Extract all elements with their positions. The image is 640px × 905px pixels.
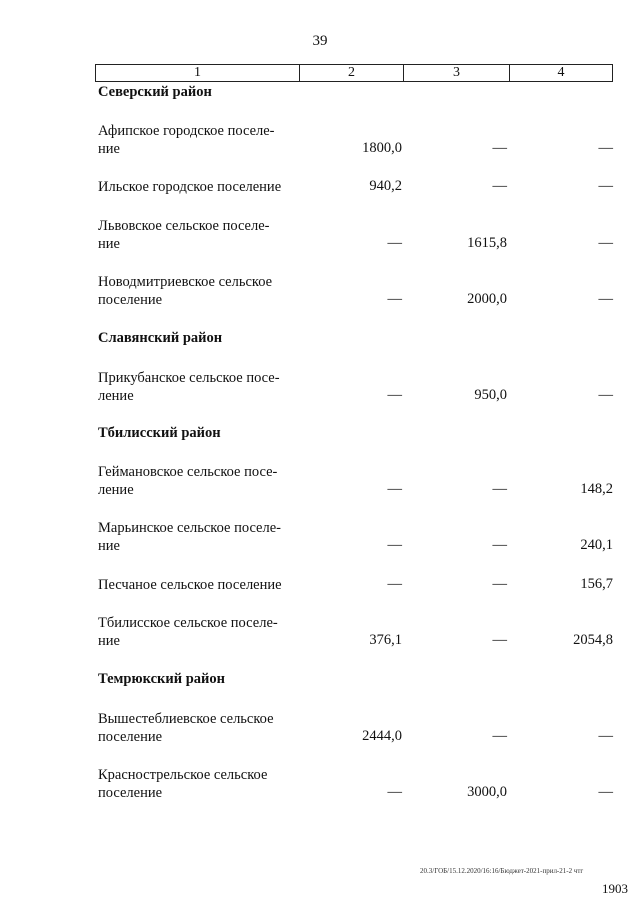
settlement-name: Марьинское сельское поселе- ние <box>98 520 281 554</box>
value-col-2: — <box>387 537 402 553</box>
value-col-4: — <box>598 784 613 800</box>
value-col-4: — <box>598 291 613 307</box>
settlement-name: Вышестеблиевское сельское поселение <box>98 711 274 745</box>
value-col-4: 148,2 <box>580 481 613 497</box>
value-col-2: 940,2 <box>369 178 402 194</box>
value-col-2: — <box>387 576 402 592</box>
value-col-2: — <box>387 387 402 403</box>
value-col-2: — <box>387 481 402 497</box>
value-col-4: 240,1 <box>580 537 613 553</box>
settlement-name: Прикубанское сельское посе- ление <box>98 370 280 404</box>
value-col-3: — <box>492 178 507 194</box>
district-heading: Славянский район <box>98 330 223 346</box>
page-number: 39 <box>312 33 328 49</box>
footer-page-number: 1903 <box>602 881 628 896</box>
value-col-4: — <box>598 235 613 251</box>
district-heading: Северский район <box>98 84 212 100</box>
header-col-4: 4 <box>509 65 612 81</box>
value-col-4: 2054,8 <box>573 632 613 648</box>
header-col-2: 2 <box>299 65 403 81</box>
value-col-3: — <box>492 576 507 592</box>
value-col-4: — <box>598 387 613 403</box>
header-col-3: 3 <box>403 65 509 81</box>
settlement-name: Афипское городское поселе- ние <box>98 123 275 157</box>
value-col-3: — <box>492 728 507 744</box>
settlement-name: Тбилисское сельское поселе- ние <box>98 615 278 649</box>
value-col-4: 156,7 <box>580 576 613 592</box>
document-code: 20.3/ГОБ/15.12.2020/16:16/Бюджет-2021-прил-21-2 чтг <box>420 867 584 875</box>
value-col-4: — <box>598 178 613 194</box>
settlement-name: Львовское сельское поселе- ние <box>98 218 270 252</box>
value-col-3: 2000,0 <box>467 291 507 307</box>
settlement-name: Новодмитриевское сельское поселение <box>98 274 273 308</box>
value-col-2: 376,1 <box>369 632 402 648</box>
value-col-3: 3000,0 <box>467 784 507 800</box>
value-col-4: — <box>598 140 613 156</box>
value-col-3: 1615,8 <box>467 235 507 251</box>
value-col-2: — <box>387 784 402 800</box>
value-col-3: — <box>492 140 507 156</box>
value-col-4: — <box>598 728 613 744</box>
header-col-1: 1 <box>194 65 201 80</box>
value-col-2: 1800,0 <box>362 140 402 156</box>
value-col-2: — <box>387 235 402 251</box>
value-col-3: — <box>492 481 507 497</box>
settlement-name: Краснострельское сельское поселение <box>98 767 268 801</box>
district-heading: Тбилисский район <box>98 425 221 441</box>
district-heading: Темрюкский район <box>98 671 225 687</box>
settlement-name: Ильское городское поселение <box>98 179 282 195</box>
value-col-2: 2444,0 <box>362 728 402 744</box>
settlement-name: Песчаное сельское поселение <box>98 577 282 593</box>
value-col-3: — <box>492 537 507 553</box>
value-col-3: 950,0 <box>474 387 507 403</box>
value-col-2: — <box>387 291 402 307</box>
value-col-3: — <box>492 632 507 648</box>
settlement-name: Геймановское сельское посе- ление <box>98 464 278 498</box>
